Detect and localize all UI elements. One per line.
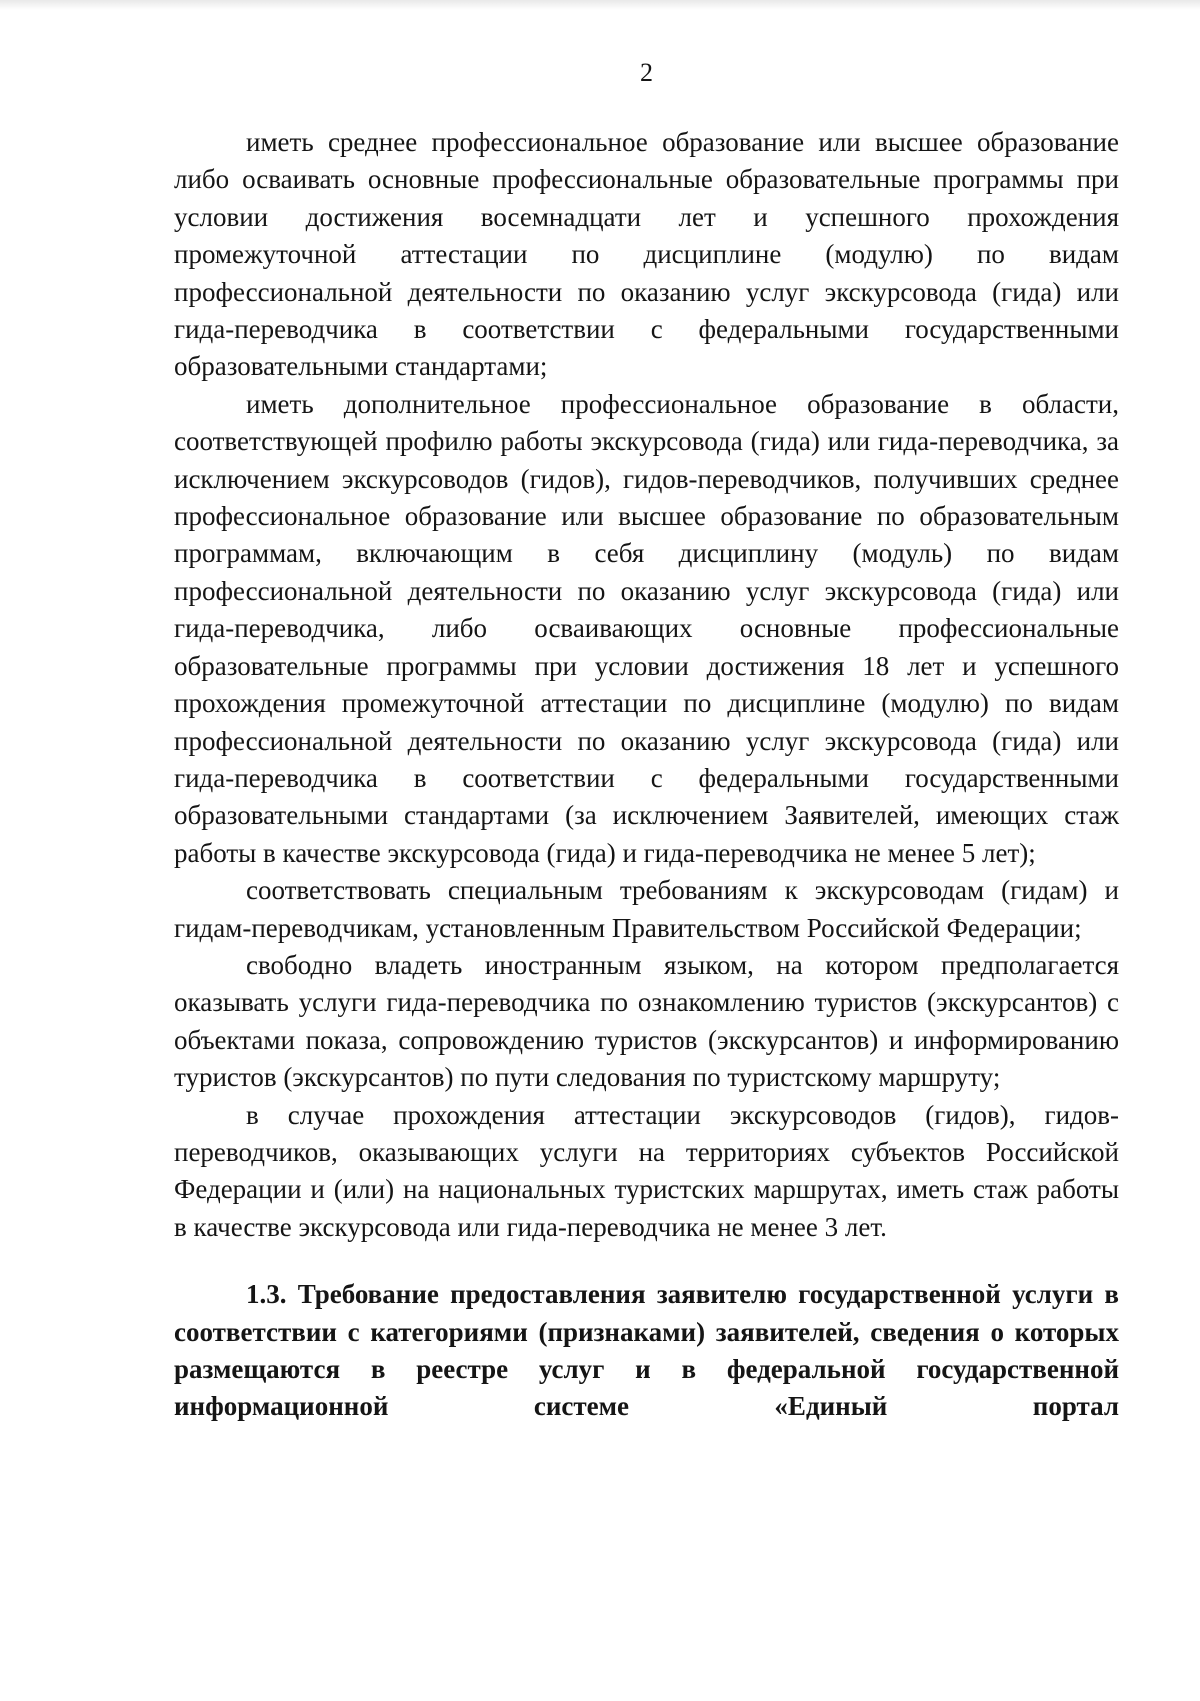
document-body <box>174 124 1119 1426</box>
paragraph-secondary-education: иметь среднее профессиональное образование или высшее образование либо осваивать основные профессиональные образовательные программы при условии достижения восемнадцати лет и успешного прохождения промежуточной аттестации по дисциплине (модулю) по видам профессиональной деятельности по оказанию услуг экскурсовода (гида) или гида-переводчика в соответствии с федеральными государственными образовательными стандартами; <box>174 127 1119 382</box>
paragraph-special-requirements: соответствовать специальным требованиям к экскурсоводам (гидам) и гидам-переводчикам, установленным Правительством Российской Федерации; <box>174 875 1119 943</box>
paragraph-foreign-language: свободно владеть иностранным языком, на котором предполагается оказывать услуги гида-переводчика по ознакомлению туристов (экскурсантов) с объектами показа, сопровождению туристов (экскурсантов) и информированию туристов (экскурсантов) по пути следования по туристскому маршруту; <box>174 949 1119 1093</box>
scan-edge-shadow <box>0 0 1200 10</box>
paragraph-work-experience: в случае прохождения аттестации экскурсоводов (гидов), гидов-переводчиков, оказывающих услуги на территориях субъектов Российской Федерации и (или) на национальных туристских маршрутах, иметь стаж работы в качестве экскурсовода или гида-переводчика не менее 3 лет. <box>174 1099 1119 1242</box>
paragraph-additional-education: иметь дополнительное профессиональное образование в области, соответствующей профилю работы экскурсовода (гида) или гида-переводчика, за исключением экскурсоводов (гидов), гидов-переводчиков, получивших среднее профессиональное образование или высшее образование по образовательным программам, включающим в себя дисциплину (модуль) по видам профессиональной деятельности по оказанию услуг экскурсовода (гида) или гида-переводчика, либо осваивающих основные профессиональные образовательные программы при условии достижения 18 лет и успешного прохождения промежуточной аттестации по дисциплине (модулю) по видам профессиональной деятельности по оказанию услуг экскурсовода (гида) или гида-переводчика в соответствии с федеральными государственными образовательными стандартами (за исключением Заявителей, имеющих стаж работы в качестве экскурсовода (гида) и гида-переводчика не менее 5 лет); <box>174 388 1119 868</box>
section-heading: 1.3. Требование предоставления заявителю государственной услуги в соответствии с категориями (признаками) заявителей, сведения о которых размещаются в реестре услуг и в федеральной государственной информационной системе «Единый портал <box>174 1279 1119 1422</box>
page-number: 2 <box>640 58 653 87</box>
